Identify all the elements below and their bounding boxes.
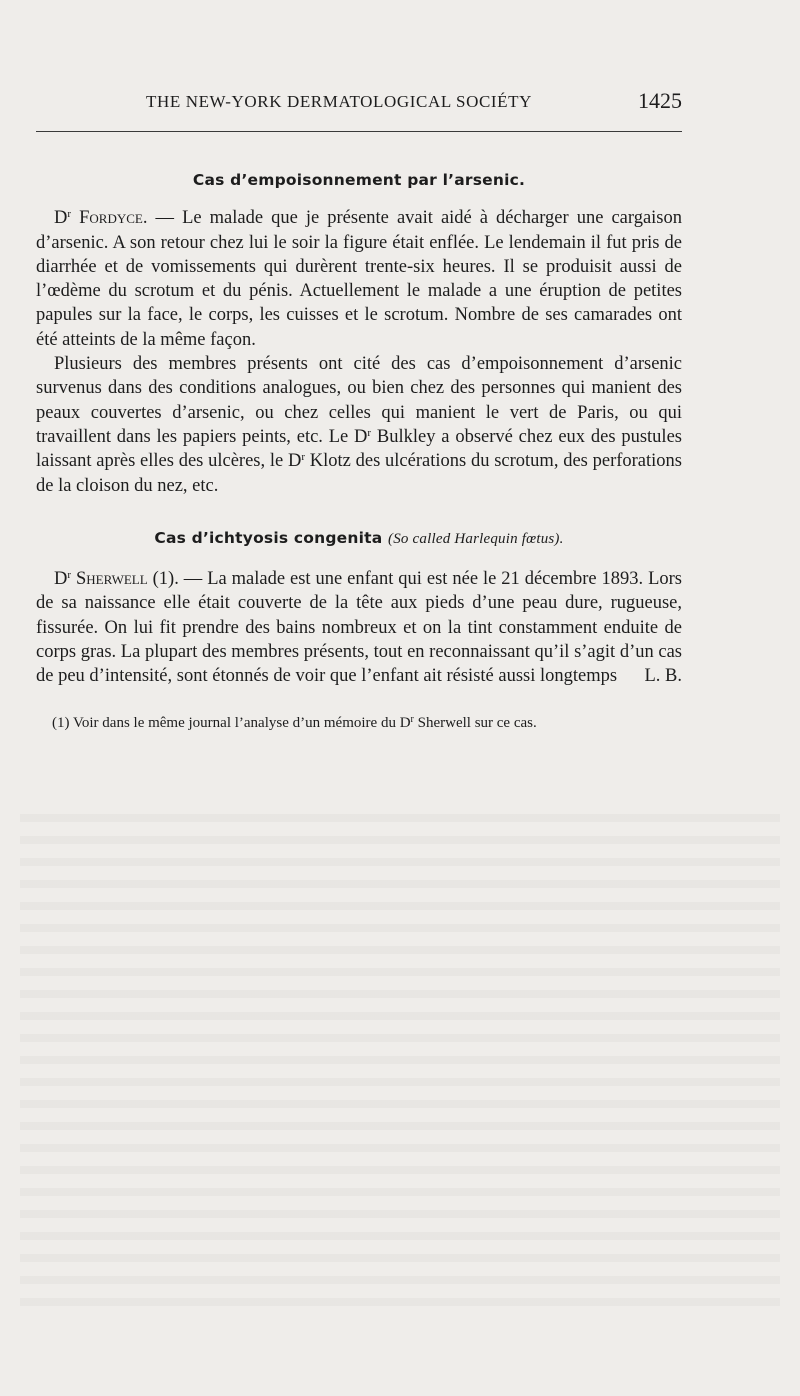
section-title-ichtyosis — [36, 526, 682, 551]
paragraph-fordyce — [36, 206, 682, 352]
section-title-arsenic: Cas d’empoisonnement par l’arsenic. — [192, 171, 526, 189]
section-subtitle: (So called Harlequin fœtus). — [388, 530, 564, 547]
dr-superscript: r — [67, 569, 72, 582]
author-name-sherwell: Sherwell — [76, 569, 148, 590]
author-name-fordyce: Fordyce — [79, 208, 143, 229]
page-number: 1425 — [638, 88, 682, 113]
page-header — [36, 88, 682, 122]
footnote-reference: (1) — [147, 569, 175, 590]
show-through-texture — [20, 800, 780, 1320]
paragraph-text: Klotz des ulcérations du scrotum, des perforations de la cloison du nez, etc. — [36, 451, 682, 496]
dr-prefix: D — [54, 569, 68, 590]
dr-prefix: D — [54, 208, 68, 229]
paragraph-text: Bulkley a observé chez eux des pustules laissant après elles des ulcères, le D — [36, 426, 682, 472]
dr-superscript: r — [301, 451, 306, 464]
signature: L. B. — [644, 666, 682, 687]
dr-superscript: r — [67, 208, 72, 221]
article-body — [36, 168, 682, 733]
paragraph-text: Plusieurs des membres présents ont cité des cas d’empoisonnement d’arsenic survenus dans des conditions analogues, ou bien chez des personnes qui manient des peaux couvertes d’arsenic, ou chez celles qui manient le vert de Paris, ou qui travaillent dans les papiers peints, etc. Le D — [36, 354, 682, 447]
dr-superscript: r — [410, 713, 414, 725]
dr-superscript: r — [367, 426, 372, 439]
running-title: THE NEW-YORK DERMATOLOGICAL SOCIÉTY — [146, 92, 533, 111]
section-title-text: Cas d’ichtyosis congenita — [154, 528, 383, 547]
header-rule — [36, 131, 682, 132]
paragraph-members — [36, 352, 682, 498]
paragraph-text: . — La malade est une enfant qui est née le 21 décembre 1893. Lors de sa naissance elle était couverte de la tête aux pieds d’une peau dure, rugueuse, fissurée. On lui fit prendre des bains nombreux et on la tint constamment enduite de corps gras. La plupart des membres présents, tout en reconnaissant qu’il s’agit d’un cas de peu d’intensité, sont étonnés de voir que l’enfant ait résisté aussi longtemps — [36, 569, 683, 687]
footnote-text: (1) Voir dans le même journal l’analyse d’un mémoire du D — [52, 714, 411, 731]
paragraph-text: . — Le malade que je présente avait aidé à décharger une cargaison d’arsenic. A son retour chez lui le soir la figure était enflée. Le lendemain il fut pris de diarrhée et de vomissements qui durèrent trente-six heures. Il se produisit aussi de l’œdème du scrotum et du pénis. Actuellement le malade a une éruption de petites papules sur la face, le corps, les cuisses et le scrotum. Nombre de ses camarades ont été atteints de la même façon. — [36, 208, 682, 350]
footnote-text: Sherwell sur ce cas. — [413, 714, 537, 731]
footnote — [36, 713, 682, 733]
paragraph-sherwell — [36, 567, 682, 688]
